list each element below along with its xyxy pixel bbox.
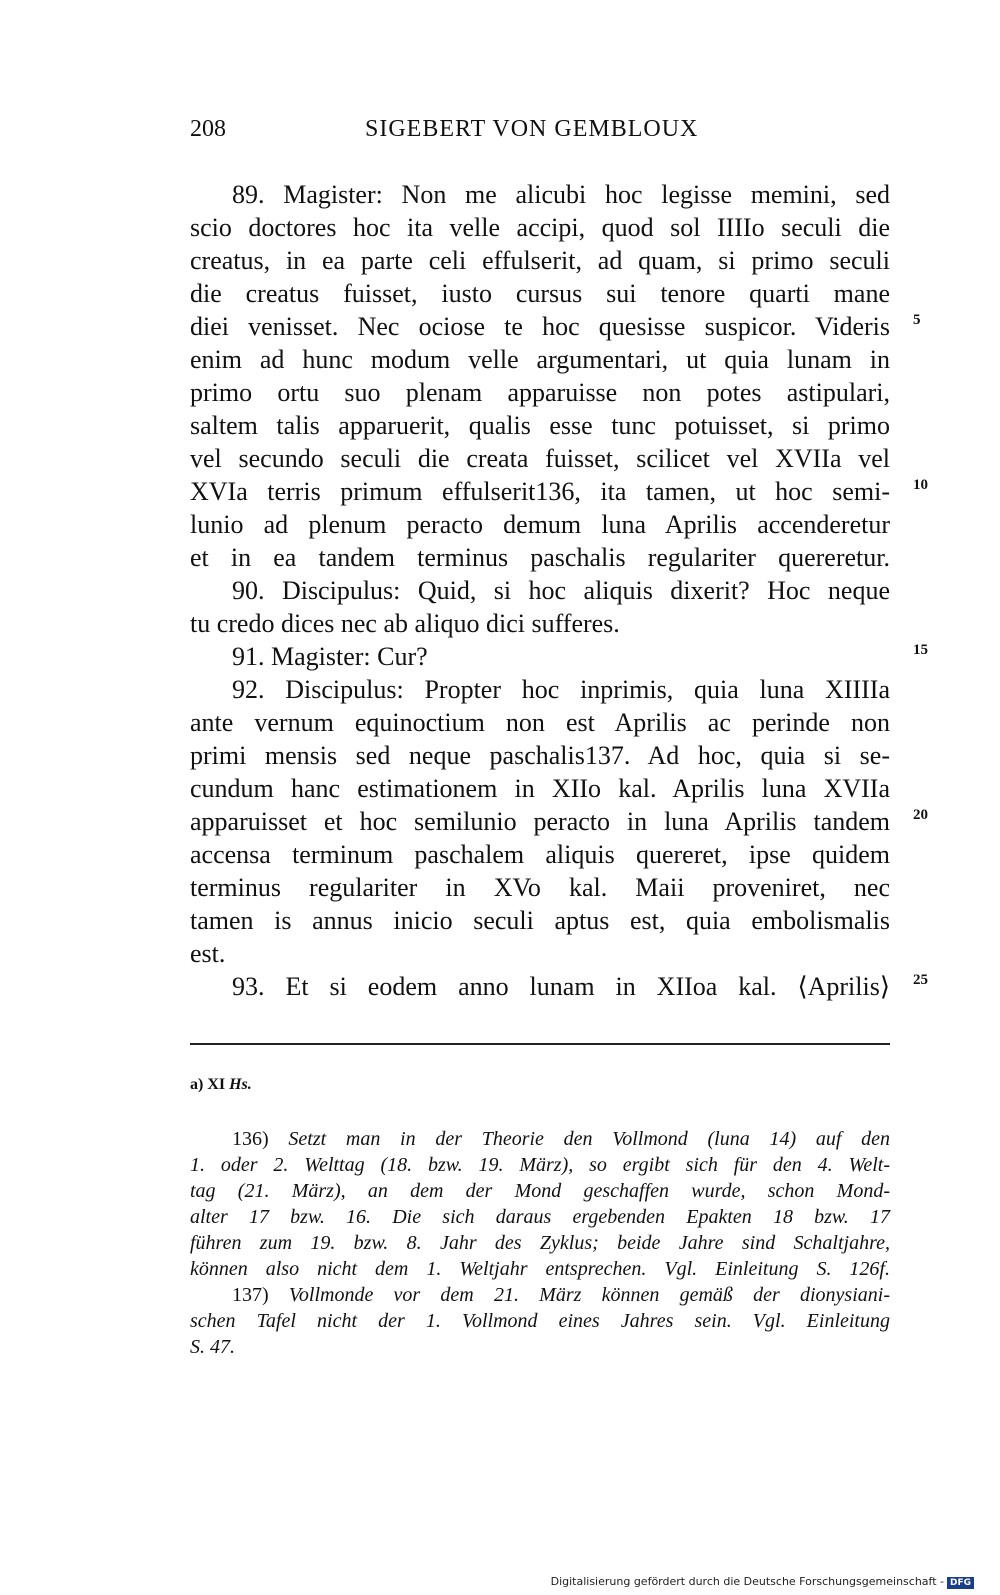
text-line: saltem talis apparuerit, qualis esse tunc potuisset, si primo — [190, 411, 890, 440]
footnote-text: können also nicht dem 1. Weltjahr entsprechen. Vgl. Einleitung S. 126f. — [190, 1258, 890, 1280]
footnote-line — [190, 1152, 890, 1178]
footnote-text: Setzt man in der Theorie den Vollmond (luna 14) auf den — [288, 1128, 890, 1150]
text-line: est. — [190, 939, 226, 968]
page-header — [190, 116, 890, 150]
text-line: et in ea tandem terminus paschalis regulariter quereretur. — [190, 543, 890, 572]
footnote-number: 137) — [232, 1284, 289, 1306]
footnote-line — [190, 1230, 890, 1256]
text-line: die creatus fuisset, iusto cursus sui tenore quarti mane — [190, 279, 890, 308]
footnote-text: tag (21. März), an dem der Mond geschaffen wurde, schon Mond- — [190, 1180, 890, 1202]
text-line: vel secundo seculi die creata fuisset, scilicet vel XVIIa vel — [190, 444, 890, 473]
text-line: XVIa terris primum effulserit136, ita tamen, ut hoc semi- — [190, 477, 890, 506]
text-line: scio doctores hoc ita velle accipi, quod sol IIIIo seculi die — [190, 213, 890, 242]
text-line: 89. Magister: Non me alicubi hoc legisse memini, sed — [232, 180, 890, 209]
line-number: 10 — [913, 477, 928, 493]
text-line: 92. Discipulus: Propter hoc inprimis, quia luna XIIIIa — [232, 675, 890, 704]
dfg-logo: DFG — [947, 1577, 974, 1589]
footnote-line — [190, 1308, 890, 1334]
line-number: 20 — [913, 807, 928, 823]
footnote-text: führen zum 19. bzw. 8. Jahr des Zyklus; beide Jahre sind Schaltjahre, — [190, 1232, 890, 1254]
footnote-text: alter 17 bzw. 16. Die sich daraus ergebenden Epakten 18 bzw. 17 — [190, 1206, 890, 1228]
text-line: primi mensis sed neque paschalis137. Ad hoc, quia si se- — [190, 741, 890, 770]
footnote-line — [190, 1256, 890, 1282]
footnote-text: S. 47. — [190, 1336, 235, 1358]
text-line: cundum hanc estimationem in XIIo kal. Aprilis luna XVIIa — [190, 774, 890, 803]
text-line: primo ortu suo plenam apparuisse non potes astipulari, — [190, 378, 890, 407]
text-line: diei venisset. Nec ociose te hoc quesisse suspicor. Videris — [190, 312, 890, 341]
text-line: enim ad hunc modum velle argumentari, ut quia lunam in — [190, 345, 890, 374]
text-line: lunio ad plenum peracto demum luna Aprilis accenderetur — [190, 510, 890, 539]
line-number: 5 — [913, 312, 921, 328]
footnote-separator — [190, 1043, 890, 1045]
footnote-line — [190, 1282, 890, 1308]
text-line: 91. Magister: Cur? — [232, 642, 428, 671]
footnote-line — [190, 1204, 890, 1230]
footnote-number: 136) — [232, 1128, 289, 1150]
page-number: 208 — [190, 116, 226, 142]
critical-apparatus-note — [190, 1076, 252, 1094]
text-line: terminus regulariter in XVo kal. Maii proveniret, nec — [190, 873, 890, 902]
dfg-footer — [551, 1575, 974, 1589]
text-line: creatus, in ea parte celi effulserit, ad quam, si primo seculi — [190, 246, 890, 275]
dfg-credit: Digitalisierung gefördert durch die Deutsche Forschungsgemeinschaft - — [550, 1575, 944, 1588]
text-line: 93. Et si eodem anno lunam in XIIoa kal. ⟨Aprilis⟩ — [232, 972, 890, 1001]
running-title: SIGEBERT VON GEMBLOUX — [365, 116, 699, 142]
footnote-text: Vollmonde vor dem 21. März können gemäß der dionysiani- — [288, 1284, 890, 1306]
critical-note-source: Hs. — [229, 1076, 252, 1093]
line-number: 25 — [913, 972, 928, 988]
footnote-text: 1. oder 2. Welttag (18. bzw. 19. März), so ergibt sich für den 4. Welt- — [190, 1154, 890, 1176]
text-line: accensa terminum paschalem aliquis quereret, ipse quidem — [190, 840, 890, 869]
main-text — [190, 178, 928, 1003]
text-line: apparuisset et hoc semilunio peracto in luna Aprilis tandem — [190, 807, 890, 836]
footnote-text: schen Tafel nicht der 1. Vollmond eines Jahres sein. Vgl. Einleitung — [190, 1310, 890, 1332]
footnotes — [190, 1126, 890, 1360]
footnote-line — [190, 1334, 890, 1360]
footnote-line — [190, 1178, 890, 1204]
text-line: tamen is annus inicio seculi aptus est, quia embolismalis — [190, 906, 890, 935]
line-number: 15 — [913, 642, 928, 658]
text-line: tu credo dices nec ab aliquo dici sufferes. — [190, 609, 620, 638]
footnote-line — [190, 1126, 890, 1152]
text-line: ante vernum equinoctium non est Aprilis ac perinde non — [190, 708, 890, 737]
text-line: 90. Discipulus: Quid, si hoc aliquis dixerit? Hoc neque — [232, 576, 890, 605]
critical-note-label: a) XI — [190, 1076, 226, 1093]
